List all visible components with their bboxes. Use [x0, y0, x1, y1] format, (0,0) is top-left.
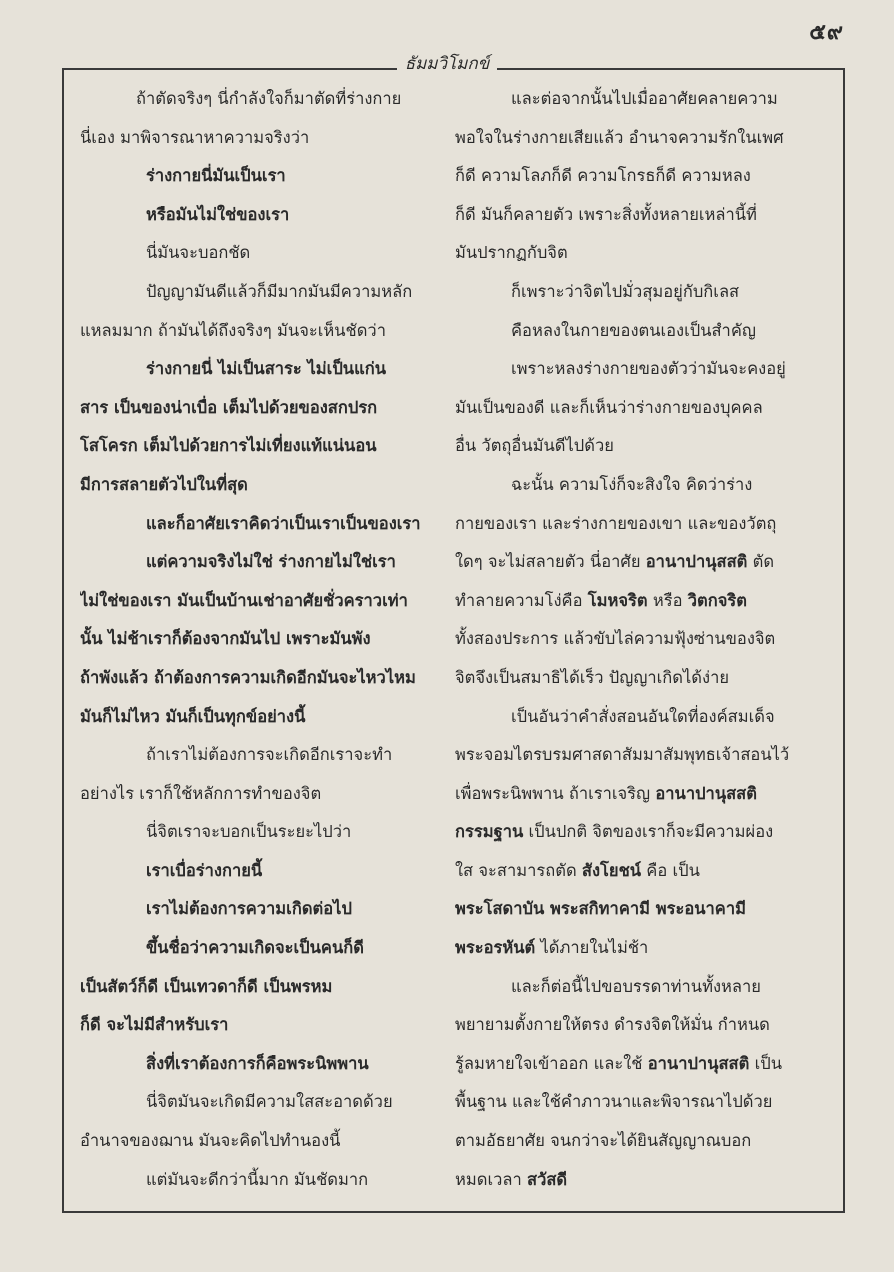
bold-term: วิตกจริต: [687, 590, 747, 610]
text-line: ถ้าพังแล้ว ถ้าต้องการความเกิดอีกมันจะไหวไหม: [80, 667, 416, 687]
bold-term: สวัสดี: [527, 1169, 568, 1189]
text-line: แหลมมาก ถ้ามันได้ถึงจริงๆ มันจะเห็นชัดว่า: [80, 320, 386, 340]
text-line: สิ่งที่เราต้องการก็คือพระนิพพาน: [146, 1053, 369, 1073]
header-title: ธัมมวิโมกข์: [397, 54, 498, 74]
text-line: หรือมันไม่ใช่ของเรา: [146, 204, 290, 224]
text-line: พระโสดาบัน พระสกิทาคามี พระอนาคามี: [455, 899, 746, 919]
text-line: ร่างกายนี่มันเป็นเรา: [146, 166, 286, 186]
text-line: มีการสลายตัวไปในที่สุด: [80, 474, 248, 494]
text-line: อำนาจของฌาน มันจะคิดไปทำนองนี้: [80, 1131, 341, 1151]
text-line: เราไม่ต้องการความเกิดต่อไป: [146, 899, 352, 919]
text-line: พระจอมไตรบรมศาสดาสัมมาสัมพุทธเจ้าสอนไว้: [455, 745, 790, 765]
text-line: นี่มันจะบอกชัด: [146, 243, 251, 263]
text-line: ทำลายความโง่คือ โมหจริต หรือ วิตกจริต: [455, 590, 747, 610]
text-line: กายของเรา และร่างกายของเขา และของวัตถุ: [455, 513, 777, 533]
text-line: นี่จิตเราจะบอกเป็นระยะไปว่า: [146, 822, 352, 842]
text-line: พอใจในร่างกายเสียแล้ว อำนาจความรักในเพศ: [455, 127, 784, 147]
text-line: ก็ดี มันก็คลายตัว เพราะสิ่งทั้งหลายเหล่านี้ที่: [455, 204, 757, 224]
text-line: เพราะหลงร่างกายของตัวว่ามันจะคงอยู่: [511, 359, 786, 379]
text-line: กรรมฐาน เป็นปกติ จิตของเราก็จะมีความผ่อง: [455, 822, 774, 842]
text-line: คือหลงในกายของตนเองเป็นสำคัญ: [511, 320, 756, 340]
bold-term: อานาปานุสสติ: [645, 552, 748, 572]
text-line: เพื่อพระนิพพาน ถ้าเราเจริญ อานาปานุสสติ: [455, 783, 757, 803]
text-line: ร่างกายนี่ ไม่เป็นสาระ ไม่เป็นแก่น: [146, 359, 386, 379]
text-line: และก็ต่อนี้ไปขอบรรดาท่านทั้งหลาย: [511, 976, 761, 996]
text-line: ก็ดี ความโลภก็ดี ความโกรธก็ดี ความหลง: [455, 166, 751, 186]
text-line: ตามอัธยาศัย จนกว่าจะได้ยินสัญญาณบอก: [455, 1131, 752, 1151]
text-line: พระอรหันต์ ได้ภายในไม่ช้า: [455, 938, 649, 958]
text-line: จิตจึงเป็นสมาธิได้เร็ว ปัญญาเกิดได้ง่าย: [455, 667, 730, 687]
text-line: นี่เอง มาพิจารณาหาความจริงว่า: [80, 127, 310, 147]
text-line: ถ้าเราไม่ต้องการจะเกิดอีกเราจะทำ: [146, 745, 393, 765]
text-line: รู้ลมหายใจเข้าออก และใช้ อานาปานุสสติ เป็น: [455, 1053, 782, 1073]
text-line: แต่ความจริงไม่ใช่ ร่างกายไม่ใช่เรา: [146, 552, 396, 572]
text-line: ใส จะสามารถตัด สังโยชน์ คือ เป็น: [455, 860, 700, 880]
text-line: โสโครก เต็มไปด้วยการไม่เที่ยงแท้แน่นอน: [80, 436, 377, 456]
text-line: ใดๆ จะไม่สลายตัว นี่อาศัย อานาปานุสสติ ตัด: [455, 552, 775, 572]
text-line: ทั้งสองประการ แล้วขับไล่ความฟุ้งซ่านของจิต: [455, 629, 776, 649]
text-line: และต่อจากนั้นไปเมื่ออาศัยคลายความ: [511, 89, 778, 108]
text-line: เป็นสัตว์ก็ดี เป็นเทวดาก็ดี เป็นพรหม: [80, 976, 333, 996]
text-line: อื่น วัตถุอื่นมันดีไปด้วย: [455, 436, 614, 456]
text-line: พื้นฐาน และใช้คำภาวนาและพิจารณาไปด้วย: [455, 1092, 773, 1112]
text-line: ขึ้นชื่อว่าความเกิดจะเป็นคนก็ดี: [146, 938, 364, 958]
bold-term: พระอรหันต์: [455, 938, 536, 958]
text-line: เป็นอันว่าคำสั่งสอนอันใดที่องค์สมเด็จ: [511, 706, 775, 726]
text-line: ก็ดี จะไม่มีสำหรับเรา: [80, 1015, 229, 1035]
text-line: แต่มันจะดีกว่านี้มาก มันชัดมาก: [146, 1169, 369, 1189]
page-number: ๕๙: [809, 20, 844, 45]
text-line: และก็อาศัยเราคิดว่าเป็นเราเป็นของเรา: [146, 513, 421, 533]
text-line: พยายามตั้งกายให้ตรง ดำรงจิตให้มั่น กำหนด: [455, 1015, 770, 1035]
text-line: มันปรากฏกับจิต: [455, 243, 568, 263]
running-header: [0, 50, 894, 77]
text-line: หมดเวลา สวัสดี: [455, 1169, 568, 1189]
text-line: ฉะนั้น ความโง่ก็จะสิงใจ คิดว่าร่าง: [511, 474, 753, 494]
text-line: ไม่ใช่ของเรา มันเป็นบ้านเช่าอาศัยชั่วคราวเท่า: [80, 590, 408, 610]
right-column: [455, 80, 815, 1199]
text-line: ก็เพราะว่าจิตไปมั่วสุมอยู่กับกิเลส: [511, 281, 740, 301]
text-line: สาร เป็นของน่าเบื่อ เต็มไปด้วยของสกปรก: [80, 397, 378, 417]
text-line: มันก็ไม่ไหว มันก็เป็นทุกข์อย่างนี้: [80, 706, 306, 726]
text-line: อย่างไร เราก็ใช้หลักการทำของจิต: [80, 783, 322, 803]
left-column: [80, 80, 442, 1199]
text-line: นั้น ไม่ช้าเราก็ต้องจากมันไป เพราะมันพัง: [80, 629, 371, 649]
bold-term: โมหจริต: [587, 590, 648, 610]
text-line: ปัญญามันดีแล้วก็มีมากมันมีความหลัก: [146, 281, 413, 301]
text-line: นี่จิตมันจะเกิดมีความใสสะอาดด้วย: [146, 1092, 393, 1112]
bold-term: กรรมฐาน: [455, 822, 524, 842]
bold-term: อานาปานุสสติ: [655, 783, 757, 803]
text-line: เราเบื่อร่างกายนี้: [146, 860, 263, 880]
bold-term: อานาปานุสสติ: [647, 1053, 750, 1073]
bold-term: สังโยชน์: [581, 860, 642, 880]
text-line: ถ้าตัดจริงๆ นี่กำลังใจก็มาตัดที่ร่างกาย: [136, 89, 402, 108]
text-line: มันเป็นของดี และก็เห็นว่าร่างกายของบุคคล: [455, 397, 763, 417]
